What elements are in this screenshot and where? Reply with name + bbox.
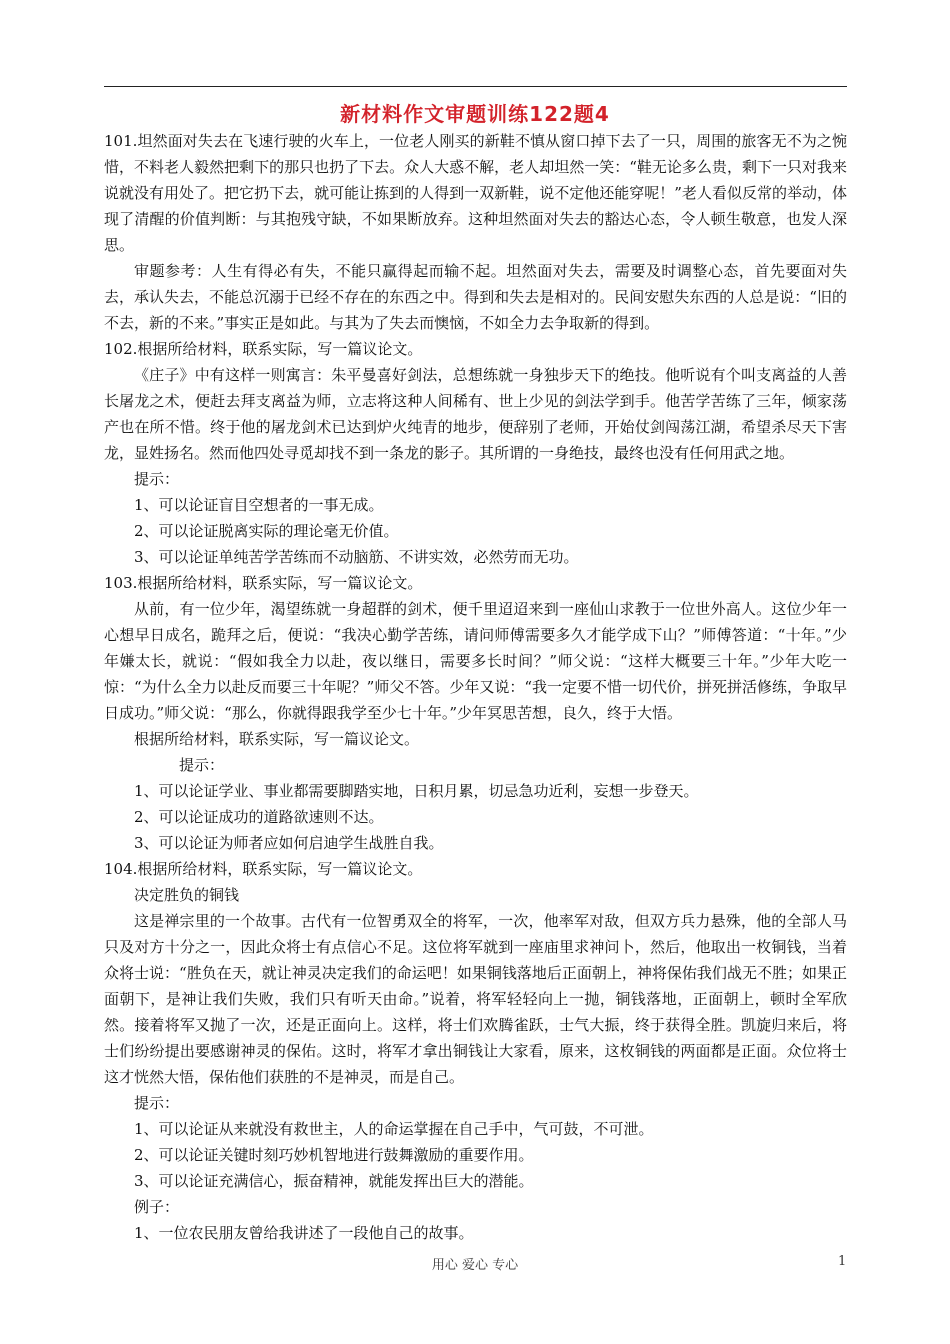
header-rule (104, 86, 847, 87)
paragraph: 1、一位农民朋友曾给我讲述了一段他自己的故事。 (134, 1224, 474, 1242)
paragraph: 101.坦然面对失去在飞速行驶的火车上，一位老人刚买的新鞋不慎从窗口掉下去了一只，周围的旅客无不为之惋惜，不料老人毅然把剩下的那只也扔了下去。众人大惑不解，老人却坦然一笑：“鞋无论多么贵，剩下一只对我来说就没有用处了。把它扔下去，就可能让拣到的人得到一双新鞋，说不定他还能穿呢！”老人看似反常的举动，体现了清醒的价值判断：与其抱残守缺，不如果断放弃。这种坦然面对失去的豁达心态，令人顿生敬意，也发人深思。 (104, 132, 847, 254)
paragraph: 提示： (134, 470, 180, 488)
paragraph: 2、可以论证关键时刻巧妙机智地进行鼓舞激励的重要作用。 (134, 1146, 534, 1164)
paragraph: 审题参考：人生有得必有失，不能只赢得起而输不起。坦然面对失去，需要及时调整心态，首先要面对失去，承认失去，不能总沉溺于已经不存在的东西之中。得到和失去是相对的。民间安慰失东西的人总是说：“旧的不去，新的不来。”事实正是如此。与其为了失去而懊恼，不如全力去争取新的得到。 (104, 262, 847, 332)
paragraph: 1、可以论证学业、事业都需要脚踏实地，日积月累，切忌急功近利，妄想一步登天。 (134, 782, 699, 800)
paragraph: 1、可以论证从来就没有救世主，人的命运掌握在自己手中，气可鼓，不可泄。 (134, 1120, 654, 1138)
paragraph: 决定胜负的铜钱 (134, 886, 240, 904)
paragraph: 《庄子》中有这样一则寓言：朱平曼喜好剑法，总想练就一身独步天下的绝技。他听说有个叫支离益的人善长屠龙之术，便赶去拜支离益为师，立志将这种人间稀有、世上少见的剑法学到手。他苦学苦练了三年，倾家荡产也在所不惜。终于他的屠龙剑术已达到炉火纯青的地步，便辞别了老师，开始仗剑闯荡江湖，希望杀尽天下害龙，显姓扬名。然而他四处寻觅却找不到一条龙的影子。其所谓的一身绝技，最终也没有任何用武之地。 (104, 366, 847, 462)
paragraph: 3、可以论证单纯苦学苦练而不动脑筋、不讲实效，必然劳而无功。 (134, 548, 579, 566)
paragraph: 根据所给材料，联系实际，写一篇议论文。 (134, 730, 420, 748)
paragraph: 102.根据所给材料，联系实际，写一篇议论文。 (104, 340, 423, 358)
paragraph: 1、可以论证盲目空想者的一事无成。 (134, 496, 384, 514)
paragraph: 2、可以论证脱离实际的理论毫无价值。 (134, 522, 399, 540)
paragraph: 103.根据所给材料，联系实际，写一篇议论文。 (104, 574, 423, 592)
page-title: 新材料作文审题训练122题4 (340, 102, 610, 126)
paragraph: 提示： (179, 756, 225, 774)
document-body (104, 128, 847, 1246)
page-number: 1 (838, 1254, 847, 1269)
paragraph: 从前，有一位少年，渴望练就一身超群的剑术，便千里迢迢来到一座仙山求教于一位世外高人。这位少年一心想早日成名，跪拜之后，便说：“我决心勤学苦练，请问师傅需要多久才能学成下山？”师傅答道：“十年。”少年嫌太长，就说：“假如我全力以赴，夜以继日，需要多长时间？”师父说：“这样大概要三十年。”少年大吃一惊：“为什么全力以赴反而要三十年呢？”师父不答。少年又说：“我一定要不惜一切代价，拼死拼活修练，争取早日成功。”师父说：“那么，你就得跟我学至少七十年。”少年冥思苦想，良久，终于大悟。 (104, 600, 848, 722)
paragraph: 3、可以论证为师者应如何启迪学生战胜自我。 (134, 834, 444, 852)
footer-slogan: 用心 爱心 专心 (431, 1258, 519, 1273)
paragraph: 这是禅宗里的一个故事。古代有一位智勇双全的将军，一次，他率军对敌，但双方兵力悬殊，他的全部人马只及对方十分之一，因此众将士有点信心不足。这位将军就到一座庙里求神问卜，然后，他取出一枚铜钱，当着众将士说：“胜负在天，就让神灵决定我们的命运吧！如果铜钱落地后正面朝上，神将保佑我们战无不胜；如果正面朝下，是神让我们失败，我们只有听天由命。”说着，将军轻轻向上一抛，铜钱落地，正面朝上，顿时全军欣然。接着将军又抛了一次，还是正面向上。这样，将士们欢腾雀跃，士气大振，终于获得全胜。凯旋归来后，将士们纷纷提出要感谢神灵的保佑。这时，将军才拿出铜钱让大家看，原来，这枚铜钱的两面都是正面。众位将士这才恍然大悟，保佑他们获胜的不是神灵，而是自己。 (104, 912, 847, 1086)
paragraph: 例子： (134, 1198, 180, 1216)
paragraph: 104.根据所给材料，联系实际，写一篇议论文。 (104, 860, 423, 878)
paragraph: 提示： (134, 1094, 180, 1112)
paragraph: 2、可以论证成功的道路欲速则不达。 (134, 808, 384, 826)
paragraph: 3、可以论证充满信心，振奋精神，就能发挥出巨大的潜能。 (134, 1172, 534, 1190)
